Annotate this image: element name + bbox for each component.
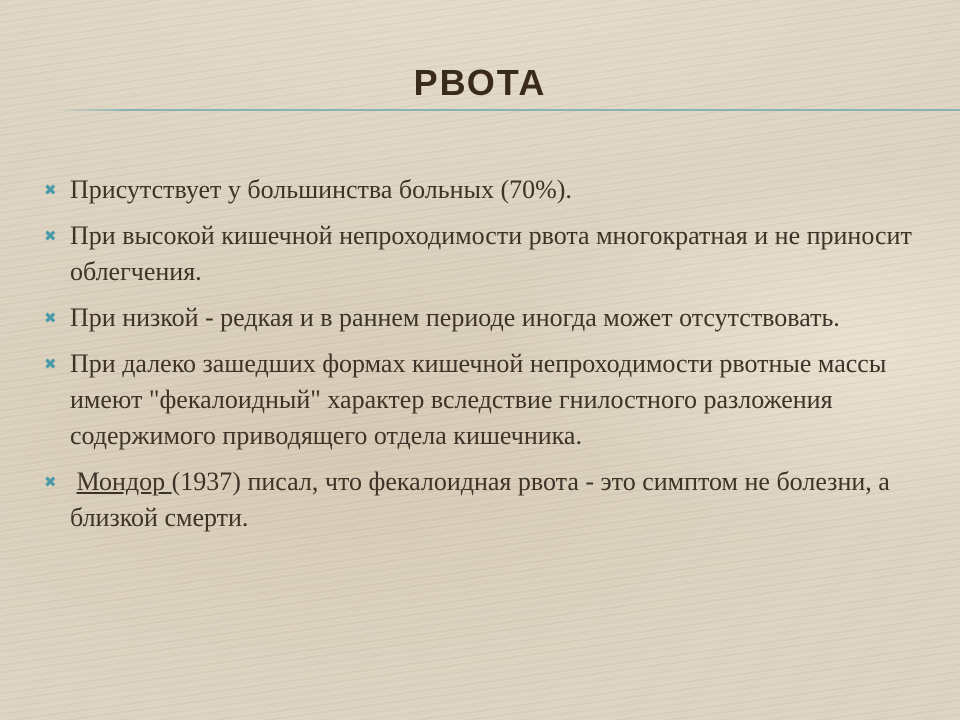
bullet-item <box>44 346 934 454</box>
x-bullet-icon: ✖ <box>44 181 57 199</box>
title-divider <box>54 109 960 111</box>
x-bullet-icon: ✖ <box>44 309 57 327</box>
bullet-text: При низкой - редкая и в раннем периоде иногда может отсутствовать. <box>70 303 840 332</box>
x-bullet-icon: ✖ <box>44 355 57 373</box>
bullet-text: (1937) писал, что фекалоидная рвота - это симптом не болезни, а близкой смерти. <box>70 467 890 532</box>
bullet-item <box>44 300 934 336</box>
x-bullet-icon: ✖ <box>44 473 57 491</box>
bullet-text: При высокой кишечной непроходимости рвота многократная и не приносит облегчения. <box>70 221 912 286</box>
bullet-item <box>44 172 934 208</box>
x-bullet-icon: ✖ <box>44 227 57 245</box>
bullet-list <box>44 172 934 546</box>
mondor-link[interactable]: Мондор <box>76 467 172 496</box>
bullet-item <box>44 218 934 290</box>
bullet-text: Присутствует у большинства больных (70%). <box>70 175 572 204</box>
slide-title: РВОТА <box>413 62 547 103</box>
bullet-item <box>44 464 934 536</box>
bullet-text: При далеко зашедших формах кишечной непроходимости рвотные массы имеют "фекалоидный" характер вследствие гнилостного разложения содержимого приводящего отдела кишечника. <box>70 349 887 450</box>
